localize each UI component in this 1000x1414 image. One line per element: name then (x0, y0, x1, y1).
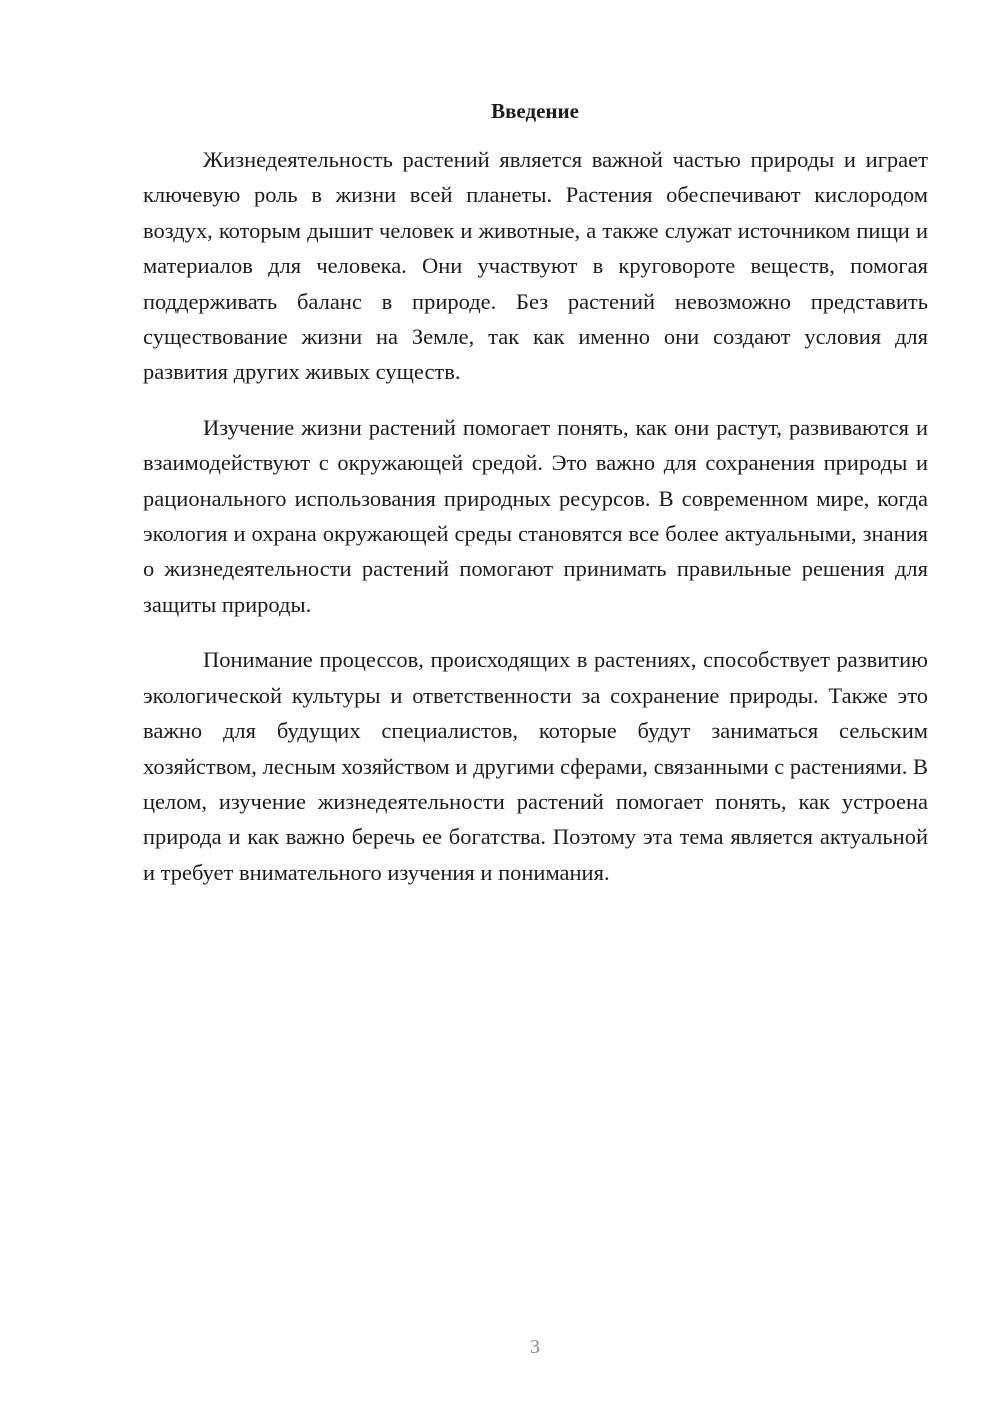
body-text (143, 142, 928, 910)
paragraph-2: Изучение жизни растений помогает понять, как они растут, развиваются и взаимодействуют с окружающей средой. Это важно для сохранения природы и рационального использования природных ресурсов. В современном мире, когда экология и охрана окружающей среды становятся все более актуальными, знания о жизнедеятельности растений помогают принимать правильные решения для защиты природы. (143, 414, 928, 617)
paragraph-1: Жизнедеятельность растений является важной частью природы и играет ключевую роль в жизни всей планеты. Растения обеспечивают кислородом воздух, которым дышит человек и животные, а также служат источником пищи и материалов для человека. Они участвуют в круговороте веществ, помогая поддерживать баланс в природе. Без растений невозможно представить существование жизни на Земле, так как именно они создают условия для развития других живых существ. (143, 147, 928, 385)
paragraph-3: Понимание процессов, происходящих в растениях, способствует развитию экологической культуры и ответственности за сохранение природы. Также это важно для будущих специалистов, которые будут заниматься сельским хозяйством, лесным хозяйством и другими сферами, связанными с растениями. В целом, изучение жизнедеятельности растений помогает понять, как устроена природа и как важно беречь ее богатства. Поэтому эта тема является актуальной и требует внимательного изучения и понимания. (143, 647, 928, 885)
section-title: Введение (491, 99, 579, 123)
page-number: 3 (530, 1336, 540, 1358)
